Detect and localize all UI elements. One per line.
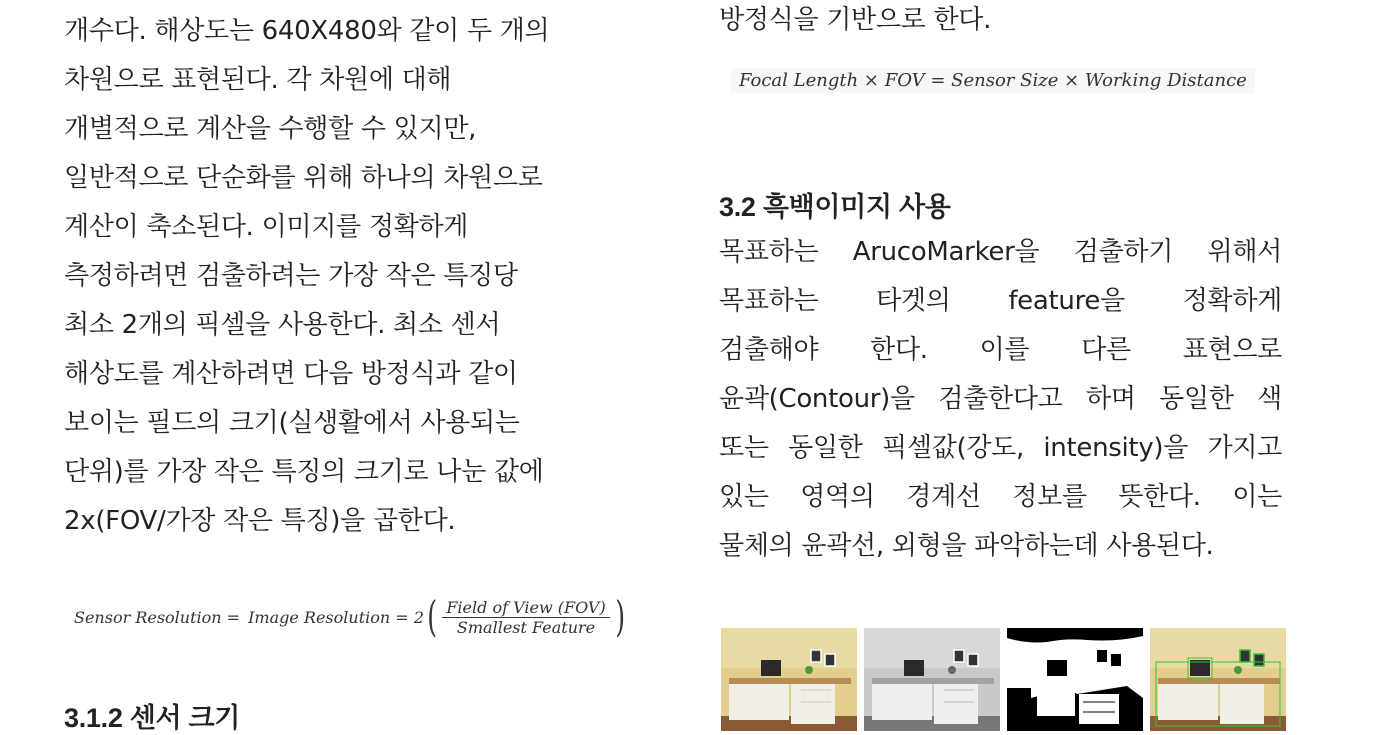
left-column	[64, 0, 625, 733]
right-paren: )	[614, 592, 625, 641]
text-line: 있는 영역의 경계선 정보를 뜻한다. 이는	[719, 482, 1282, 512]
text-line: 개수다. 해상도는 640X480와 같이 두 개의	[64, 16, 550, 46]
text-line: 개별적으로 계산을 수행할 수 있지만,	[64, 114, 477, 144]
text-line: 최소 2개의 픽셀을 사용한다. 최소 센서	[64, 310, 501, 340]
thumbnail-color-photo	[721, 628, 857, 731]
section-heading-3-2: 3.2 흑백이미지 사용	[719, 192, 951, 222]
equation-numerator: Field of View (FOV)	[442, 598, 609, 618]
text-line: 계산이 축소된다. 이미지를 정확하게	[64, 212, 469, 242]
equation-lhs: Sensor Resolution =	[74, 607, 241, 627]
left-paren: (	[427, 592, 438, 641]
equation-fraction	[442, 598, 609, 637]
sensor-resolution-equation	[74, 591, 628, 643]
text-line: 해상도를 계산하려면 다음 방정식과 같이	[64, 359, 518, 389]
text-line: 2x(FOV/가장 작은 특징)을 곱한다.	[64, 506, 456, 536]
text-line: 목표하는 타겟의 feature을 정확하게	[719, 286, 1282, 316]
text-line: 방정식을 기반으로 한다.	[719, 5, 992, 35]
thumbnail-contour	[1150, 628, 1286, 731]
text-line: 검출해야 한다. 이를 다른 표현으로	[719, 335, 1282, 365]
text-line: 목표하는 ArucoMarker을 검출하기 위해서	[719, 237, 1282, 267]
text-line: 측정하려면 검출하려는 가장 작은 특징당	[64, 261, 518, 291]
thumbnail-grayscale	[864, 628, 1000, 731]
equation-denominator: Smallest Feature	[456, 617, 596, 637]
text-line: 윤곽(Contour)을 검출한다고 하며 동일한 색	[719, 384, 1282, 414]
focal-length-equation: Focal Length × FOV = Sensor Size × Working Distance	[731, 68, 1255, 93]
text-line: 보이는 필드의 크기(실생활에서 사용되는	[64, 408, 520, 438]
section-heading-3-1-2: 3.1.2 센서 크기	[64, 703, 241, 733]
text-line: 또는 동일한 픽셀값(강도, intensity)을 가지고	[719, 433, 1282, 463]
text-line: 물체의 윤곽선, 외형을 파악하는데 사용된다.	[719, 531, 1214, 561]
text-line: 일반적으로 단순화를 위해 하나의 차원으로	[64, 163, 543, 193]
image-processing-thumbnails	[721, 628, 1286, 731]
thumbnail-binary	[1007, 628, 1143, 731]
text-line: 차원으로 표현된다. 각 차원에 대해	[64, 65, 452, 95]
right-paragraph	[719, 228, 1282, 571]
equation-mid: Image Resolution = 2	[248, 607, 424, 627]
left-paragraph	[64, 7, 624, 546]
text-line: 단위)를 가장 작은 특징의 크기로 나눈 값에	[64, 457, 544, 487]
